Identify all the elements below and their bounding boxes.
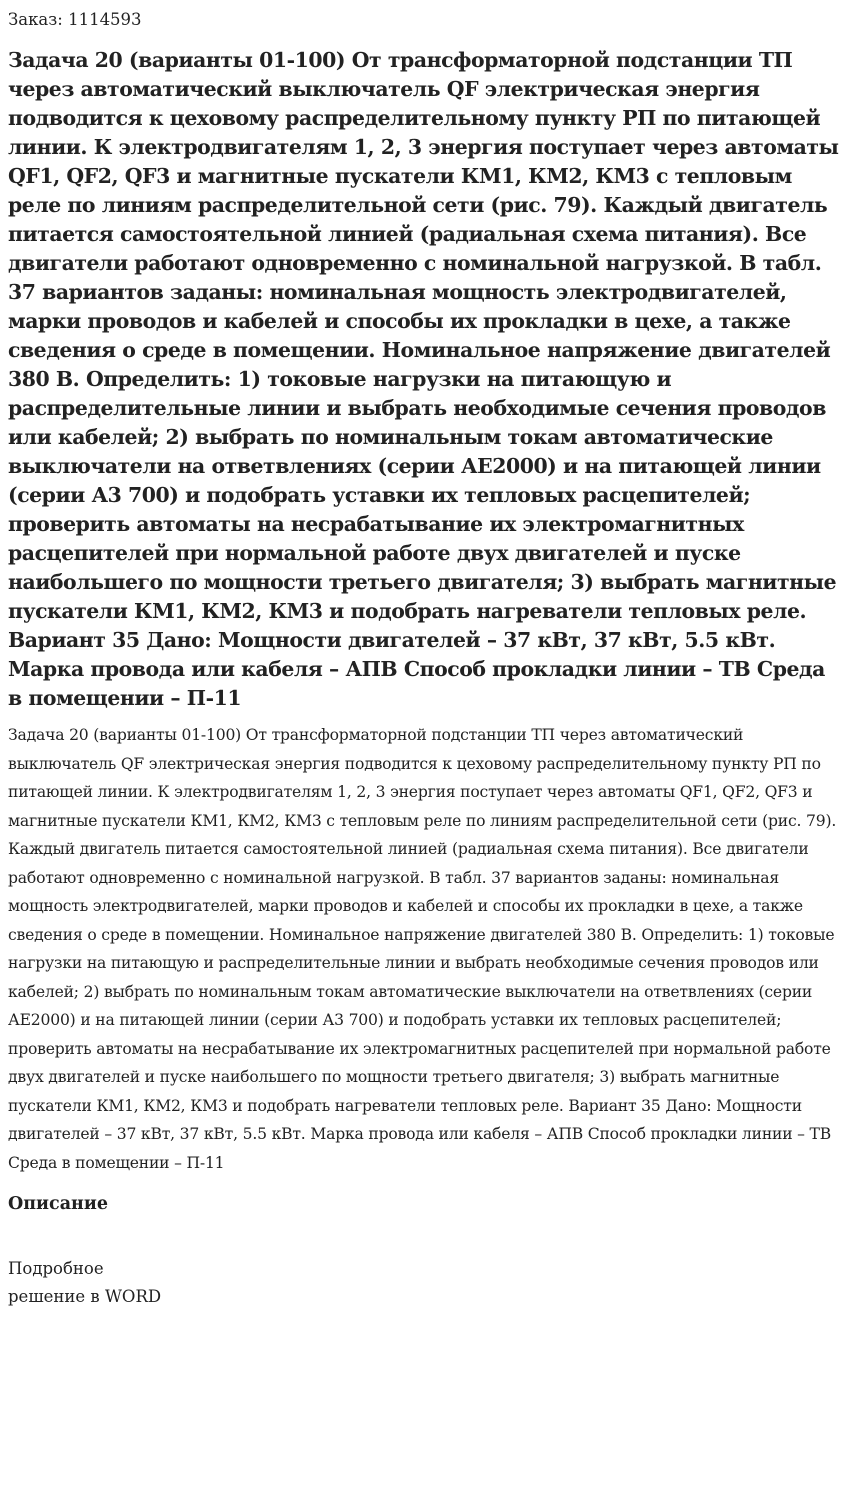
task-title: Задача 20 (варианты 01-100) От трансформаторной подстанции ТП через автоматический выключатель QF электрическая энергия подводится к цеховому распределительному пункту РП по питающей линии. К электродвигателям 1, 2, 3 энергия поступает через автоматы QF1, QF2, QF3 и магнитные пускатели КМ1, КМ2, КМ3 с тепловым реле по линиям распределительной сети (рис. 79). Каждый двигатель питается самостоятельной линией (радиальная схема питания). Все двигатели работают одновременно с номинальной нагрузкой. В табл. 37 вариантов заданы: номинальная мощность электродвигателей, марки проводов и кабелей и способы их прокладки в цехе, а также сведения о среде в помещении. Номинальное напряжение двигателей 380 В. Определить: 1) токовые нагрузки на питающую и распределительные линии и выбрать необходимые сечения проводов или кабелей; 2) выбрать по номинальным токам автоматические выключатели на ответвлениях (серии АЕ2000) и на питающей линии (серии А3 700) и подобрать уставки их тепловых расцепителей; проверить автоматы на несрабатывание их электромагнитных расцепителей при нормальной работе двух двигателей и пуске наибольшего по мощности третьего двигателя; 3) выбрать магнитные пускатели КМ1, КМ2, КМ3 и подобрать нагреватели тепловых реле. Вариант 35 Дано: Мощности двигателей – 37 кВт, 37 кВт, 5.5 кВт. Марка провода или кабеля – АПВ Способ прокладки линии – ТВ Среда в помещении – П-11 — [8, 48, 839, 710]
task-body: Задача 20 (варианты 01-100) От трансформаторной подстанции ТП через автоматический выключатель QF электрическая энергия подводится к цеховому распределительному пункту РП по питающей линии. К электродвигателям 1, 2, 3 энергия поступает через автоматы QF1, QF2, QF3 и магнитные пускатели КМ1, КМ2, КМ3 с тепловым реле по линиям распределительной сети (рис. 79). Каждый двигатель питается самостоятельной линией (радиальная схема питания). Все двигатели работают одновременно с номинальной нагрузкой. В табл. 37 вариантов заданы: номинальная мощность электродвигателей, марки проводов и кабелей и способы их прокладки в цехе, а также сведения о среде в помещении. Номинальное напряжение двигателей 380 В. Определить: 1) токовые нагрузки на питающую и распределительные линии и выбрать необходимые сечения проводов или кабелей; 2) выбрать по номинальным токам автоматические выключатели на ответвлениях (серии АЕ2000) и на питающей линии (серии А3 700) и подобрать уставки их тепловых расцепителей; проверить автоматы на несрабатывание их электромагнитных расцепителей при нормальной работе двух двигателей и пуске наибольшего по мощности третьего двигателя; 3) выбрать магнитные пускатели КМ1, КМ2, КМ3 и подобрать нагреватели тепловых реле. Вариант 35 Дано: Мощности двигателей – 37 кВт, 37 кВт, 5.5 кВт. Марка провода или кабеля – АПВ Способ прокладки линии – ТВ Среда в помещении – П-11 — [8, 726, 837, 1172]
description-line-2: решение в WORD — [8, 1287, 162, 1306]
order-number: Заказ: 1114593 — [8, 10, 142, 29]
description-line-1: Подробное — [8, 1259, 104, 1278]
description-text — [8, 1255, 839, 1311]
description-heading: Описание — [8, 1194, 108, 1214]
